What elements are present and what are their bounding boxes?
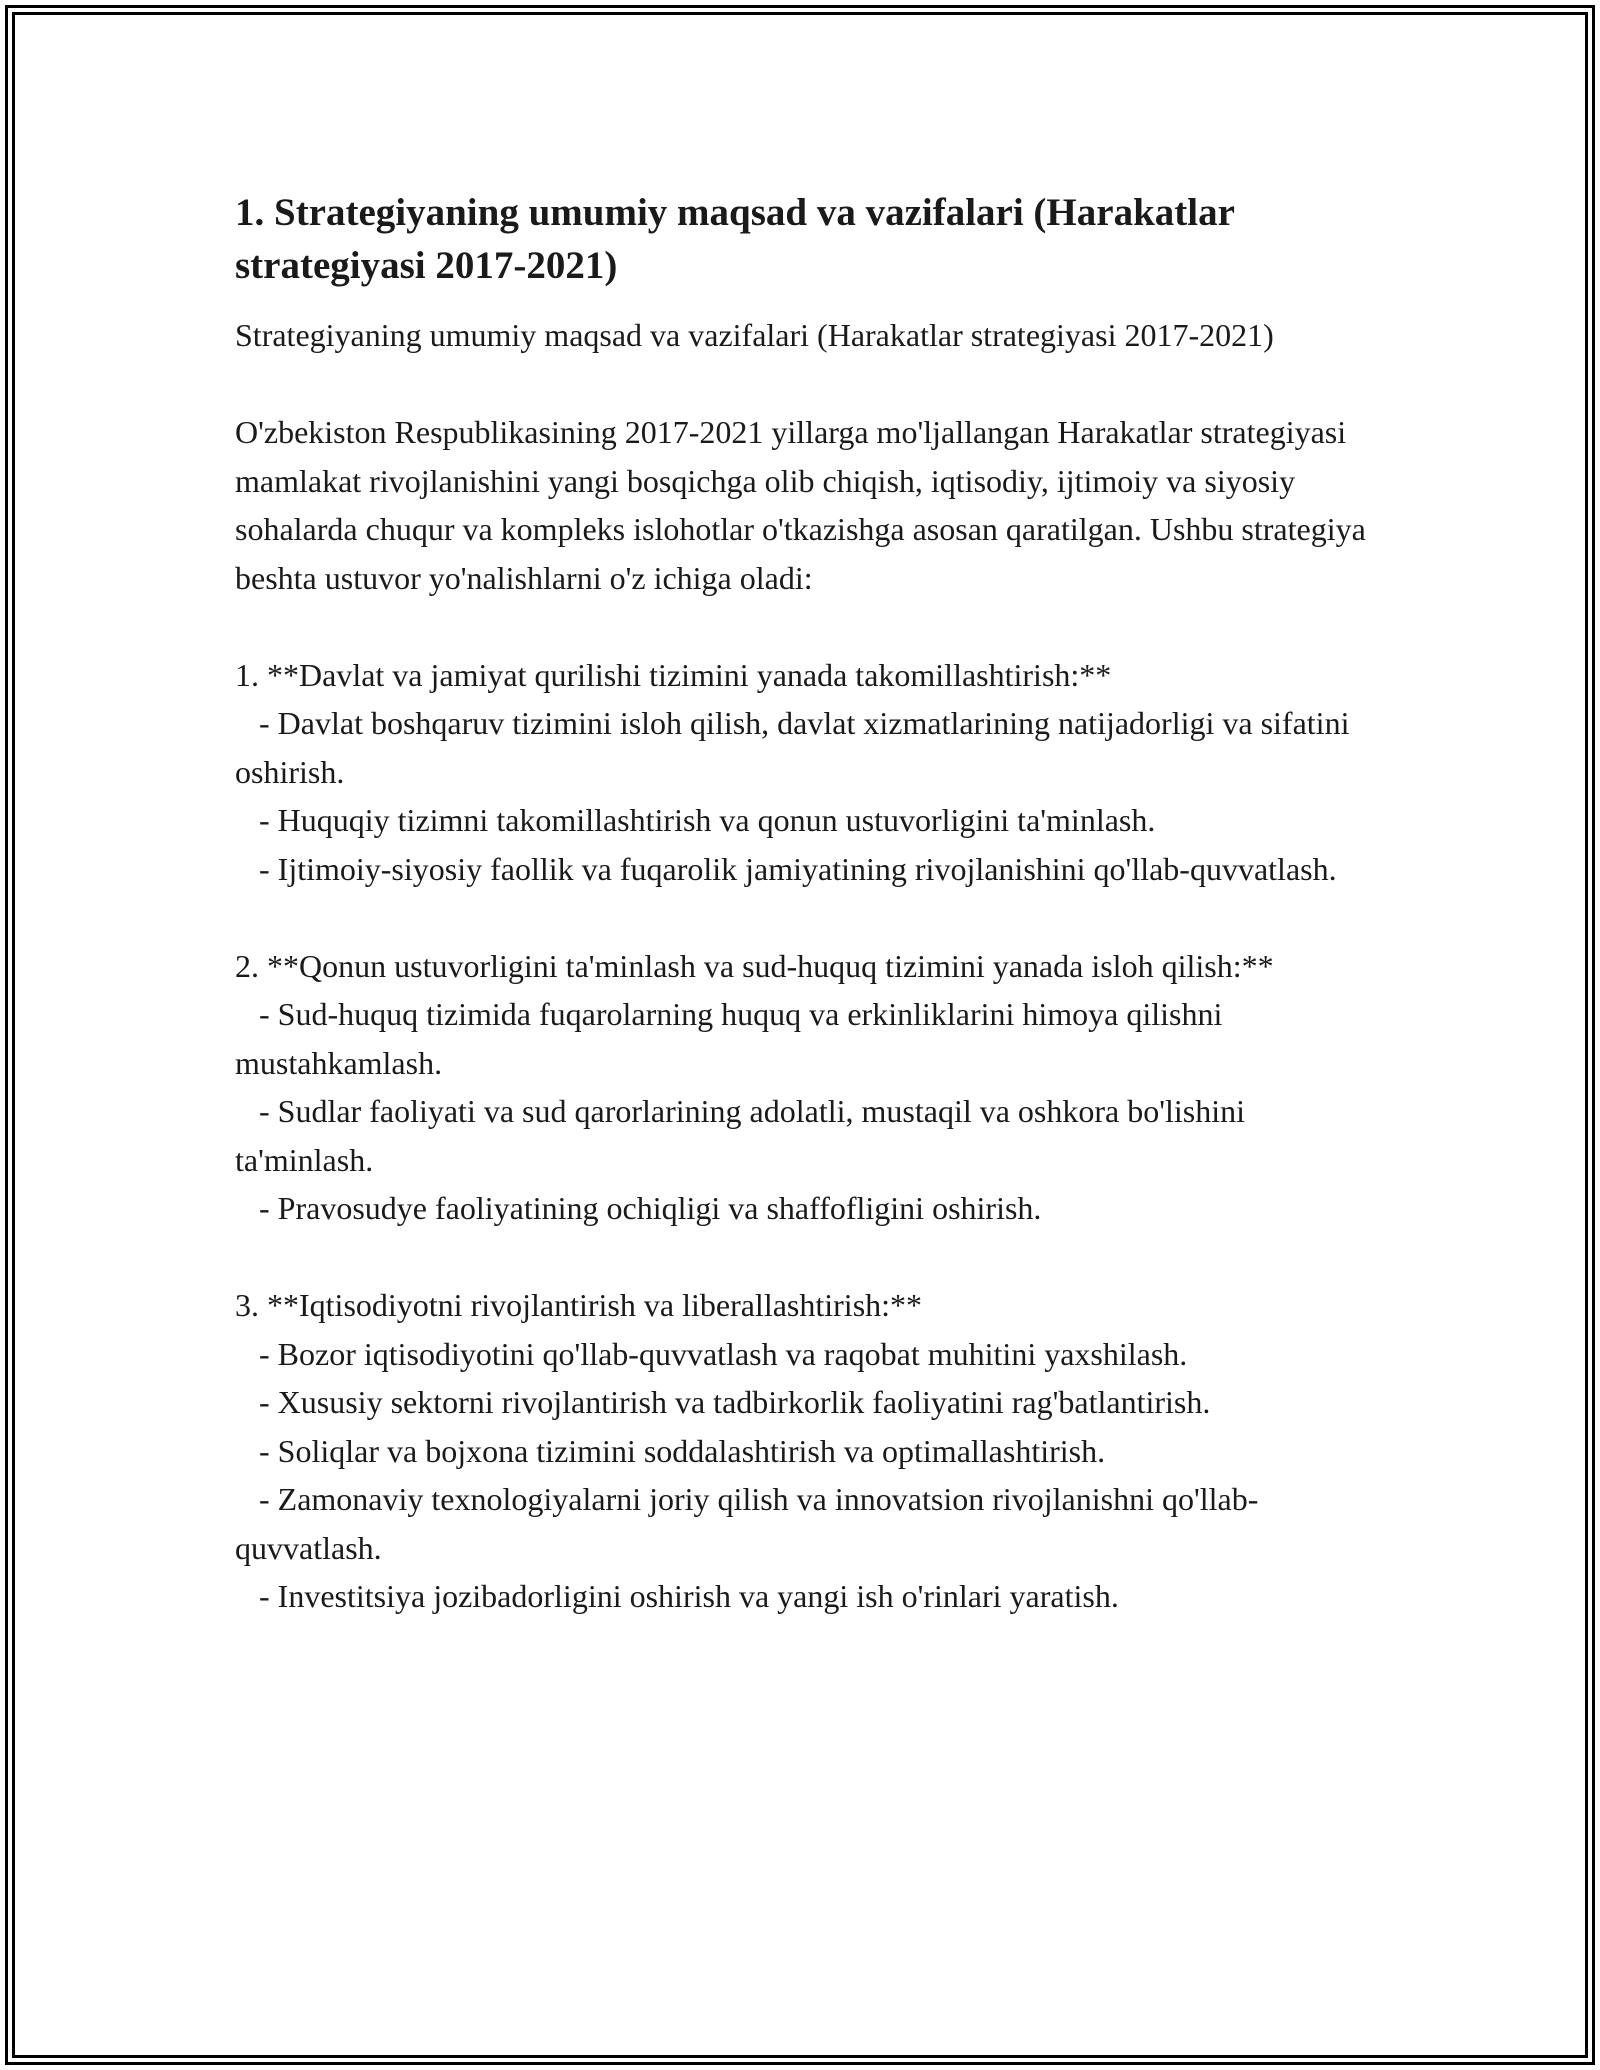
bullet-item: - Sud-huquq tizimida fuqarolarning huquq va erkinliklarini himoya qilishni mustahkamlash. bbox=[235, 996, 1231, 1081]
bullet-item: - Soliqlar va bojxona tizimini soddalashtirish va optimallashtirish. bbox=[235, 1432, 1106, 1469]
bullet-item: - Huquqiy tizimni takomillashtirish va qonun ustuvorligini ta'minlash. bbox=[235, 802, 1156, 838]
section-2 bbox=[235, 942, 1375, 1233]
bullet-item: - Xususiy sektorni rivojlantirish va tadbirkorlik faoliyatini rag'batlantirish. bbox=[235, 1384, 1211, 1420]
section-title: 3. **Iqtisodiyotni rivojlantirish va liberallashtirish:** bbox=[235, 1287, 923, 1323]
bullet-item: - Ijtimoiy-siyosiy faollik va fuqarolik jamiyatining rivojlanishini qo'llab-quvvatlash. bbox=[235, 850, 1337, 887]
section-1 bbox=[235, 651, 1375, 894]
bullet-item: - Investitsiya jozibadorligini oshirish va yangi ish o'rinlari yaratish. bbox=[235, 1578, 1119, 1614]
section-title: 2. **Qonun ustuvorligini ta'minlash va sud-huquq tizimini yanada isloh qilish:** bbox=[235, 947, 1274, 984]
bullet-item: - Zamonaviy texnologiyalarni joriy qilish va innovatsion rivojlanishni qo'llab-quvvatlash. bbox=[235, 1481, 1259, 1566]
document-heading: 1. Strategiyaning umumiy maqsad va vazifalari (Harakatlar strategiyasi 2017-2021) bbox=[235, 191, 1235, 287]
section-3 bbox=[235, 1281, 1375, 1621]
bullet-item: - Davlat boshqaruv tizimini isloh qilish, davlat xizmatlarining natijadorligi va sifatini oshirish. bbox=[235, 705, 1358, 790]
document-subtitle: Strategiyaning umumiy maqsad va vazifalari (Harakatlar strategiyasi 2017-2021) bbox=[235, 317, 1274, 353]
intro-paragraph: O'zbekiston Respublikasining 2017-2021 yillarga mo'ljallangan Harakatlar strategiyasi mamlakat rivojlanishini yangi bosqichga olib chiqish, iqtisodiy, ijtimoiy va siyosiy sohalarda chuqur va kompleks islohotlar o'tkazishga asosan qaratilgan. Ushbu strategiya beshta ustuvor yo'nalishlarni o'z ichiga oladi: bbox=[235, 414, 1374, 596]
section-title: 1. **Davlat va jamiyat qurilishi tizimini yanada takomillashtirish:** bbox=[235, 656, 1112, 693]
bullet-item: - Pravosudye faoliyatining ochiqligi va shaffofligini oshirish. bbox=[235, 1190, 1042, 1226]
bullet-item: - Bozor iqtisodiyotini qo'llab-quvvatlash va raqobat muhitini yaxshilash. bbox=[235, 1335, 1188, 1372]
bullet-item: - Sudlar faoliyati va sud qarorlarining adolatli, mustaqil va oshkora bo'lishini ta'minlash. bbox=[235, 1093, 1254, 1178]
document-body bbox=[235, 186, 1375, 1621]
